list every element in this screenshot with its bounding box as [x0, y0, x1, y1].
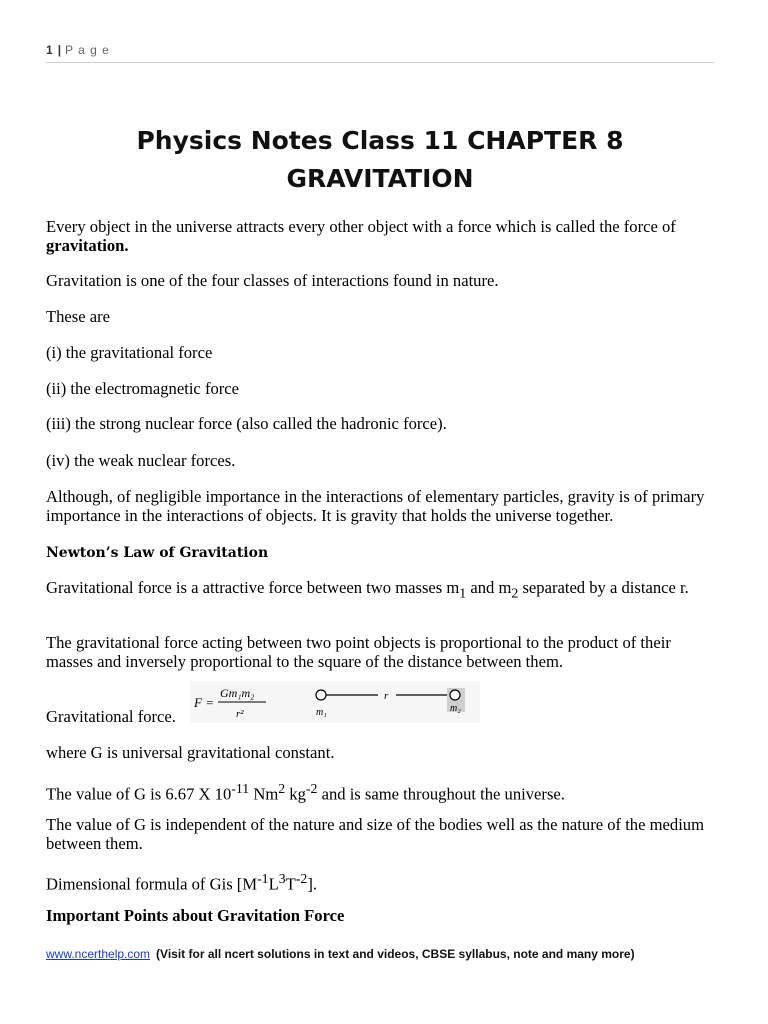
dim-text-d: ].	[307, 874, 318, 894]
list-item: (ii) the electromagnetic force	[46, 379, 240, 398]
page-word: P a g e	[65, 43, 110, 57]
classes-paragraph: Gravitation is one of the four classes of interactions found in nature.	[46, 271, 499, 290]
intro-text: Every object in the universe attracts every other object with a force which is called the force of	[46, 217, 676, 236]
mass-m2-label: m₂	[450, 703, 461, 714]
formula-denominator: r²	[236, 708, 244, 720]
list-item: (iv) the weak nuclear forces.	[46, 451, 236, 470]
header-rule	[46, 62, 714, 63]
dim-exp-3: -2	[295, 871, 308, 886]
although-paragraph: Although, of negligible importance in the interactions of elementary particles, gravity is of primary importance in the interactions of objects. It is gravity that holds the universe together.	[46, 487, 705, 525]
value-g-text-c: kg	[285, 784, 306, 804]
formula-lhs: F =	[194, 695, 214, 710]
intro-paragraph	[46, 218, 716, 255]
page-number: 1	[46, 43, 54, 57]
value-g-paragraph	[46, 780, 716, 804]
grav-force-text-a: Gravitational force is a attractive force between two masses m	[46, 578, 460, 597]
grav-force-sub-1: 1	[459, 585, 467, 601]
intro-bold: gravitation.	[46, 235, 129, 255]
grav-force-label: Gravitational force.	[46, 707, 176, 726]
dim-text-c: T	[285, 874, 296, 894]
list-item: (i) the gravitational force	[46, 343, 213, 362]
title-line-2: GRAVITATION	[286, 164, 474, 193]
grav-force-sub-2: 2	[511, 585, 519, 601]
grav-force-text-c: separated by a distance r.	[518, 578, 689, 597]
dim-exp-1: -1	[257, 871, 269, 886]
formula-numerator: Gm₁m₂	[220, 686, 255, 700]
grav-force-paragraph	[46, 579, 716, 603]
independent-paragraph: The value of G is independent of the nature and size of the bodies well as the nature of the medium between them.	[46, 815, 705, 853]
dim-text-a: Dimensional formula of Gis [M	[46, 874, 258, 894]
dimensional-formula	[46, 870, 716, 894]
mass-m1-circle	[316, 690, 326, 700]
footer-note: (Visit for all ncert solutions in text and videos, CBSE syllabus, note and many more)	[156, 947, 635, 961]
value-g-exp-1: -11	[231, 781, 250, 796]
mass-m2-circle	[450, 690, 460, 700]
list-item: (iii) the strong nuclear force (also called the hadronic force).	[46, 414, 447, 433]
proportional-paragraph: The gravitational force acting between two point objects is proportional to the product of their masses and inversely proportional to the square of the distance between them.	[46, 633, 671, 671]
page-footer	[46, 947, 635, 961]
where-g-paragraph: where G is universal gravitational constant.	[46, 743, 335, 762]
title-line-1: Physics Notes Class 11 CHAPTER 8	[136, 126, 624, 155]
dim-text-b: L	[268, 874, 279, 894]
grav-force-text-b: and m	[466, 578, 512, 597]
value-g-text-d: and is same throughout the universe.	[317, 784, 565, 804]
distance-label: r	[384, 690, 389, 702]
gravitation-formula-figure	[190, 681, 480, 723]
dim-exp-2: 3	[278, 871, 286, 886]
value-g-text-b: Nm	[249, 784, 279, 804]
value-g-exp-3: -2	[305, 781, 318, 796]
important-points-heading: Important Points about Gravitation Force	[46, 906, 345, 925]
mass-m1-label: m₁	[316, 707, 327, 718]
newton-heading: Newton’s Law of Gravitation	[46, 545, 269, 561]
page-header	[46, 43, 110, 57]
value-g-exp-2: 2	[278, 781, 286, 796]
these-are: These are	[46, 307, 111, 326]
footer-link[interactable]: www.ncerthelp.com	[46, 947, 151, 961]
value-g-text-a: The value of G is 6.67 X 10	[46, 784, 232, 804]
header-separator: |	[57, 43, 63, 57]
